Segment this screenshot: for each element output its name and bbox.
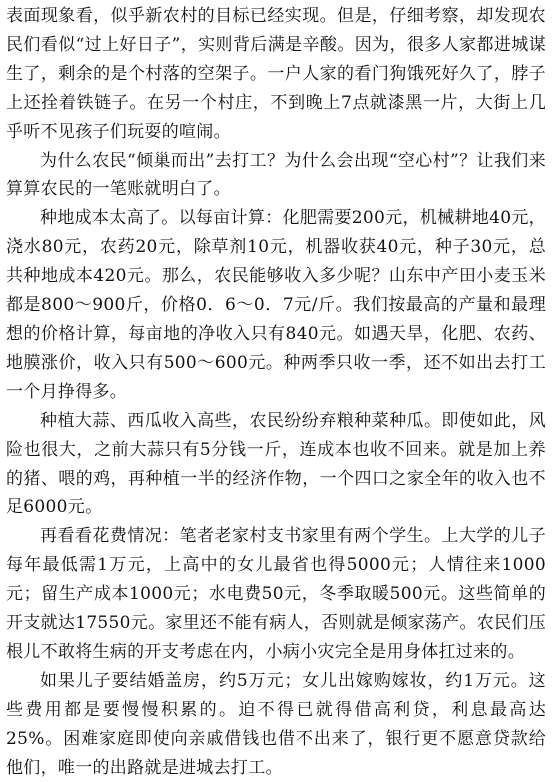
paragraph-2: 为什么农民“倾巢而出”去打工？为什么会出现“空心村”？让我们来算算农民的一笔账就明白了。: [6, 150, 546, 200]
article-body: [6, 2, 546, 782]
paragraph-3: 种地成本太高了。以每亩计算：化肥需要200元，机械耕地40元，浇水80元，农药20元，除草剂10元，机器收获40元，种子30元，总共种地成本420元。那么，农民能够收入多少呢？山东中产田小麦玉米都是800～900斤，价格0．6～0．7元/斤。我们按最高的产量和最理想的价格计算，每亩地的净收入只有840元。如遇天旱，化肥、农药、地膜涨价，收入只有500～600元。种两季只收一季，还不如出去打工一个月挣得多。: [6, 208, 546, 402]
paragraph-4: 种植大蒜、西瓜收入高些，农民纷纷弃粮种菜种瓜。即使如此，风险也很大，之前大蒜只有5分钱一斤，连成本也收不回来。就是加上养的猪、喂的鸡，再种植一半的经济作物，一个四口之家全年的收入也不足6000元。: [6, 410, 546, 518]
paragraph-1: 表面现象看，似乎新农村的目标已经实现。但是，仔细考察，却发现农民们看似“过上好日子”，实则背后满是辛酸。因为，很多人家都进城谋生了，剩余的是个村落的空架子。一户人家的看门狗饿死好久了，脖子上还拴着铁链子。在另一个村庄，不到晚上7点就漆黑一片，大街上几乎听不见孩子们玩耍的喧闹。: [6, 6, 546, 142]
paragraph-5: 再看看花费情况：笔者老家村支书家里有两个学生。上大学的儿子每年最低需1万元，上高中的女儿最省也得5000元；人情往来1000元；留生产成本1000元；水电费50元，冬季取暖500元。这些简单的开支就达17550元。家里还不能有病人，否则就是倾家荡产。农民们压根儿不敢将生病的开支考虑在内，小病小灾完全是用身体扛过来的。: [6, 526, 546, 662]
paragraph-6: 如果儿子要结婚盖房，约5万元；女儿出嫁购嫁妆，约1万元。这些费用都是要慢慢积累的。迫不得已就得借高利贷，利息最高达25%。困难家庭即使向亲戚借钱也借不出来了，银行更不愿意贷款给他们，唯一的出路就是进城去打工。: [6, 670, 546, 778]
